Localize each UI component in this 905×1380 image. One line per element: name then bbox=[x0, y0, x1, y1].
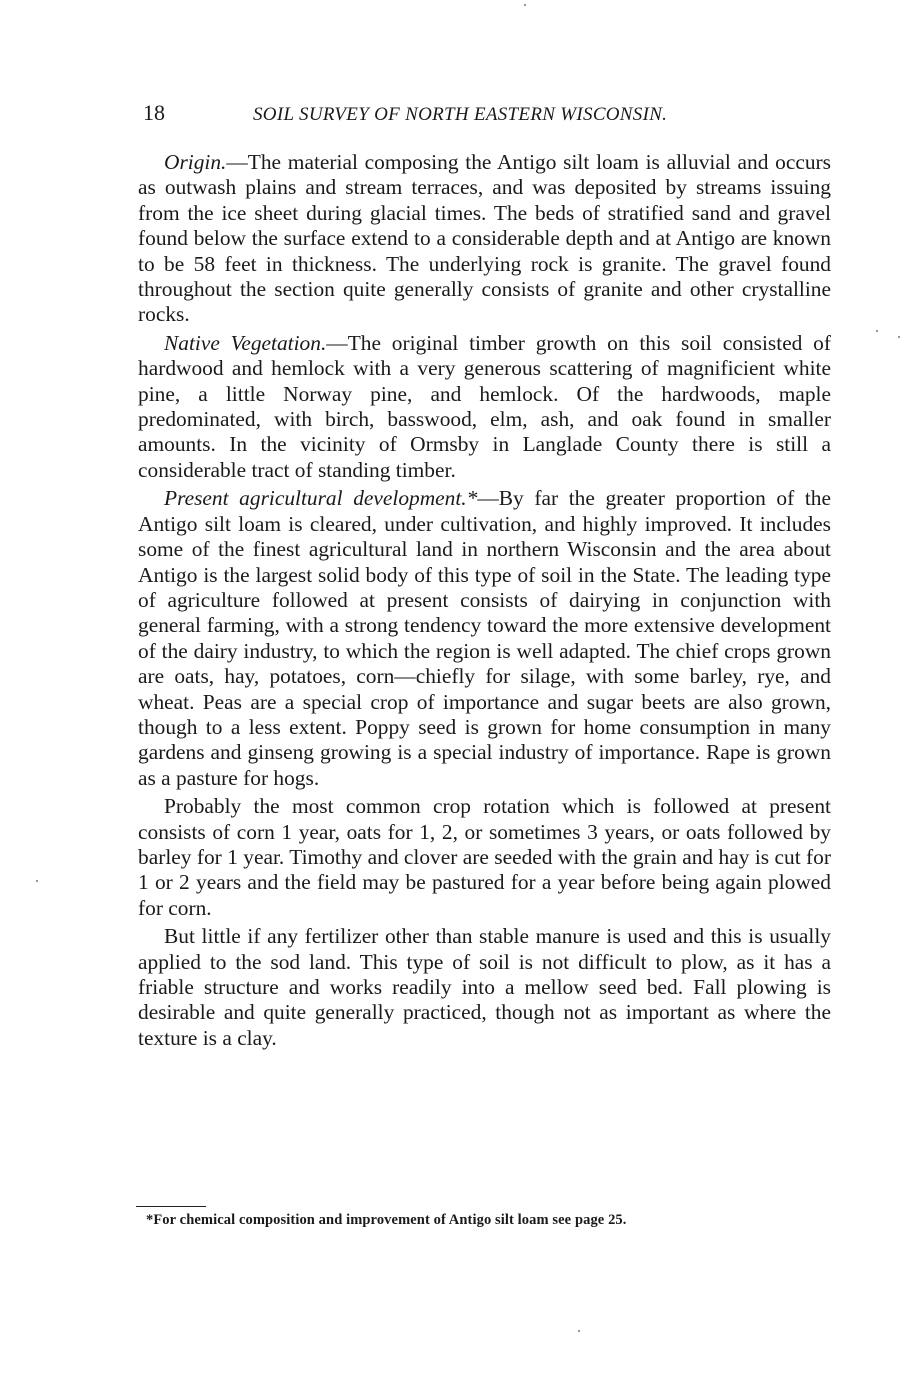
paragraph-text: —The material composing the Antigo silt loam is alluvial and occurs as outwash plains and stream terraces, and was deposited by streams issuing from the ice sheet during glacial times. The beds of stratified sand and gravel found below the surface extend to a considerable depth and at Antigo are known to be 58 feet in thickness. The underlying rock is granite. The gravel found throughout the section quite generally consists of granite and other crystalline rocks. bbox=[138, 150, 831, 327]
paragraph-agricultural-development bbox=[138, 486, 831, 791]
paragraph-native-vegetation bbox=[138, 331, 831, 483]
page-number: 18 bbox=[143, 100, 165, 125]
print-speck bbox=[578, 1330, 580, 1332]
paragraph-text: —By far the greater proportion of the Antigo silt loam is cleared, under cultivation, and highly improved. It includes some of the finest agricultural land in northern Wisconsin and the area about Antigo is the largest solid body of this type of soil in the State. The leading type of agriculture followed at present consists of dairying in conjunction with general farming, with a strong tendency toward the more extensive development of the dairy industry, to which the region is well adapted. The chief crops grown are oats, hay, potatoes, corn—chiefly for silage, with some barley, rye, and wheat. Peas are a special crop of importance and sugar beets are also grown, though to a less extent. Poppy seed is grown for home consumption in many gardens and ginseng growing is a special industry of importance. Rape is grown as a pasture for hogs. bbox=[138, 486, 831, 790]
running-title: SOIL SURVEY OF NORTH EASTERN WISCONSIN. bbox=[253, 104, 668, 125]
paragraph-lead: Present agricultural development.* bbox=[164, 486, 478, 511]
paragraph-text: Probably the most common crop rotation which is followed at present consists of corn 1 year, oats for 1, 2, or sometimes 3 years, or oats followed by barley for 1 year. Timothy and clover are seeded with the grain and hay is cut for 1 or 2 years and the field may be pastured for a year before being again plowed for corn. bbox=[138, 794, 831, 920]
print-speck bbox=[524, 4, 526, 6]
footnote-divider bbox=[136, 1206, 206, 1207]
paragraph-lead: Native Vegetation. bbox=[164, 330, 327, 355]
paragraph-lead: Origin. bbox=[164, 150, 227, 174]
paragraph-text: But little if any fertilizer other than stable manure is used and this is usually applied to the sod land. This type of soil is not difficult to plow, as it has a friable structure and works readily into a mellow seed bed. Fall plowing is desirable and quite generally practiced, though not as important as where the texture is a clay. bbox=[138, 924, 831, 1050]
footnote: *For chemical composition and improvement of Antigo silt loam see page 25. bbox=[146, 1212, 627, 1228]
paragraph-crop-rotation bbox=[138, 794, 831, 921]
print-speck bbox=[876, 330, 878, 332]
body-text bbox=[138, 150, 831, 1054]
print-speck bbox=[36, 880, 38, 882]
paragraph-origin bbox=[138, 150, 831, 328]
paragraph-fertilizer bbox=[138, 924, 831, 1051]
paragraph-text: —The original timber growth on this soil consisted of hardwood and hemlock with a very generous scattering of magnificient white pine, a little Norway pine, and hemlock. Of the hardwoods, maple predominated, with birch, basswood, elm, ash, and oak found in smaller amounts. In the vicinity of Ormsby in Langlade County there is still a considerable tract of standing timber. bbox=[138, 330, 832, 482]
print-speck bbox=[898, 336, 900, 338]
page-header bbox=[143, 100, 833, 132]
